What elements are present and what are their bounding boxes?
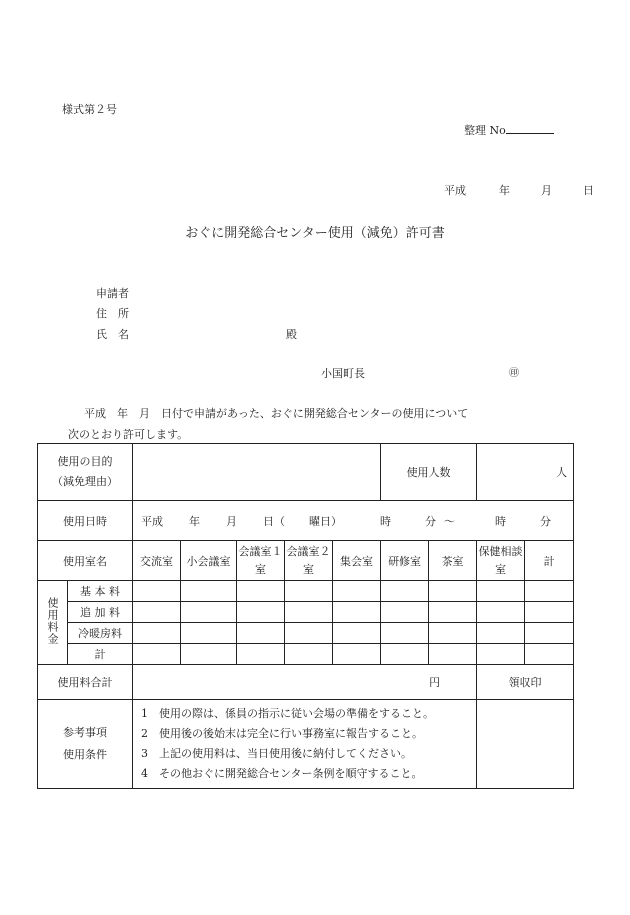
fee-cell[interactable] [525, 623, 574, 644]
condition-text: その他おぐに開発総合センター条例を順守すること。 [159, 767, 423, 780]
date-label: 使用日時 [38, 501, 133, 541]
notes-label-line-1: 参考事項 [63, 726, 107, 739]
total-row [38, 665, 574, 700]
issue-date-year: 年 [499, 184, 510, 197]
receipt-stamp-area[interactable] [477, 700, 574, 789]
condition-item [141, 724, 468, 744]
date-minute-start: 分 [425, 514, 436, 528]
room-total: 計 [525, 541, 574, 581]
people-unit: 人 [556, 466, 568, 479]
purpose-field[interactable] [133, 444, 381, 501]
fee-label-basic: 基 本 料 [68, 581, 133, 602]
fee-cell[interactable] [525, 581, 574, 602]
date-year: 年 [189, 514, 200, 528]
condition-text: 使用の際は、係員の指示に従い会場の準備をすること。 [159, 707, 434, 720]
document-title: おぐに開発総合センター使用（減免）許可書 [185, 226, 445, 241]
room-meeting-2: 会議室２室 [285, 541, 333, 581]
fee-cell[interactable] [477, 623, 525, 644]
honorific: 殿 [286, 328, 297, 341]
fee-cell[interactable] [477, 602, 525, 623]
permission-text-line-2: 次のとおり許可します。 [68, 428, 189, 441]
fee-row-additional [38, 602, 574, 623]
issue-date-day: 日 [583, 184, 594, 197]
room-training: 研修室 [381, 541, 429, 581]
issue-date-era: 平成 [444, 184, 466, 197]
fee-label-aircon: 冷暖房料 [68, 623, 133, 644]
date-era: 平成 [141, 514, 163, 528]
purpose-row [38, 444, 574, 501]
fee-cell[interactable] [285, 581, 333, 602]
notes-label [38, 700, 133, 789]
fee-cell[interactable] [477, 581, 525, 602]
fee-group-label-text: 使用料金 [46, 597, 59, 645]
conditions-list [133, 700, 477, 789]
date-field[interactable] [133, 501, 574, 541]
fee-label-subtotal: 計 [68, 644, 133, 665]
fee-label-additional: 追 加 料 [68, 602, 133, 623]
fee-cell[interactable] [285, 644, 333, 665]
fee-cell[interactable] [429, 602, 477, 623]
reference-number-blank[interactable] [506, 122, 554, 134]
condition-number: 2 [141, 727, 148, 740]
fee-cell[interactable] [133, 581, 181, 602]
room-label: 使用室名 [38, 541, 133, 581]
date-row [38, 501, 574, 541]
date-day: 日（ [263, 514, 285, 528]
fee-cell[interactable] [429, 644, 477, 665]
fee-cell[interactable] [181, 644, 237, 665]
notes-label-line-2: 使用条件 [63, 748, 107, 761]
fee-group-label [38, 581, 68, 665]
date-month: 月 [226, 514, 237, 528]
reference-number [464, 122, 554, 138]
fee-cell[interactable] [429, 623, 477, 644]
issue-date [444, 182, 594, 198]
condition-number: 1 [141, 707, 148, 720]
fee-cell[interactable] [333, 602, 381, 623]
purpose-label-line-2: （減免理由） [52, 475, 118, 488]
condition-item [141, 704, 468, 724]
purpose-label-line-1: 使用の目的 [57, 455, 113, 468]
condition-item [141, 744, 468, 764]
date-hour-start: 時 [380, 514, 391, 528]
purpose-label [38, 444, 133, 501]
total-label: 使用料合計 [38, 665, 133, 700]
fee-cell[interactable] [133, 623, 181, 644]
people-label: 使用人数 [381, 444, 477, 501]
people-field[interactable] [477, 444, 574, 501]
room-health-consult: 保健相談室 [477, 541, 525, 581]
fee-cell[interactable] [333, 623, 381, 644]
permission-text-line-1: 平成 年 月 日付で申請があった、おぐに開発総合センターの使用について [84, 407, 469, 420]
address-label: 住 所 [96, 307, 129, 320]
fee-cell[interactable] [429, 581, 477, 602]
fee-cell[interactable] [237, 623, 285, 644]
condition-number: 4 [141, 767, 148, 780]
total-field[interactable] [133, 665, 477, 700]
issuer-title: 小国町長 [321, 367, 365, 380]
fee-cell[interactable] [381, 644, 429, 665]
fee-cell[interactable] [237, 581, 285, 602]
permit-table [37, 443, 574, 789]
fee-cell[interactable] [381, 602, 429, 623]
applicant-heading: 申請者 [96, 287, 129, 300]
fee-cell[interactable] [285, 602, 333, 623]
fee-cell[interactable] [477, 644, 525, 665]
condition-item [141, 764, 468, 784]
rooms-row [38, 541, 574, 581]
fee-cell[interactable] [525, 644, 574, 665]
condition-number: 3 [141, 747, 148, 760]
fee-cell[interactable] [525, 602, 574, 623]
fee-row-aircon [38, 623, 574, 644]
fee-cell[interactable] [381, 623, 429, 644]
issue-date-month: 月 [541, 184, 552, 197]
room-koryu: 交流室 [133, 541, 181, 581]
fee-cell[interactable] [181, 623, 237, 644]
reference-number-label: 整理 No [464, 124, 506, 137]
fee-cell[interactable] [133, 602, 181, 623]
condition-text: 上記の使用料は、当日使用後に納付してください。 [159, 747, 412, 760]
fee-cell[interactable] [133, 644, 181, 665]
room-meeting-1: 会議室１室 [237, 541, 285, 581]
room-small-meeting: 小会議室 [181, 541, 237, 581]
fee-cell[interactable] [333, 644, 381, 665]
fee-cell[interactable] [181, 602, 237, 623]
fee-cell[interactable] [381, 581, 429, 602]
condition-text: 使用後の後始末は完全に行い事務室に報告すること。 [159, 727, 423, 740]
date-range-tilde: ～ [444, 514, 455, 528]
fee-cell[interactable] [237, 644, 285, 665]
fee-cell[interactable] [333, 581, 381, 602]
room-assembly: 集会室 [333, 541, 381, 581]
receipt-label: 領収印 [477, 665, 574, 700]
date-minute-end: 分 [540, 514, 551, 528]
fee-row-subtotal [38, 644, 574, 665]
form-number: 様式第２号 [62, 103, 117, 116]
seal-mark: ㊞ [509, 368, 519, 379]
room-tea: 茶室 [429, 541, 477, 581]
name-label: 氏 名 [96, 328, 129, 341]
fee-cell[interactable] [181, 581, 237, 602]
fee-cell[interactable] [237, 602, 285, 623]
date-hour-end: 時 [495, 514, 506, 528]
total-unit: 円 [429, 676, 441, 689]
fee-row-basic [38, 581, 574, 602]
date-weekday: 曜日） [309, 514, 342, 528]
conditions-row [38, 700, 574, 789]
fee-cell[interactable] [285, 623, 333, 644]
